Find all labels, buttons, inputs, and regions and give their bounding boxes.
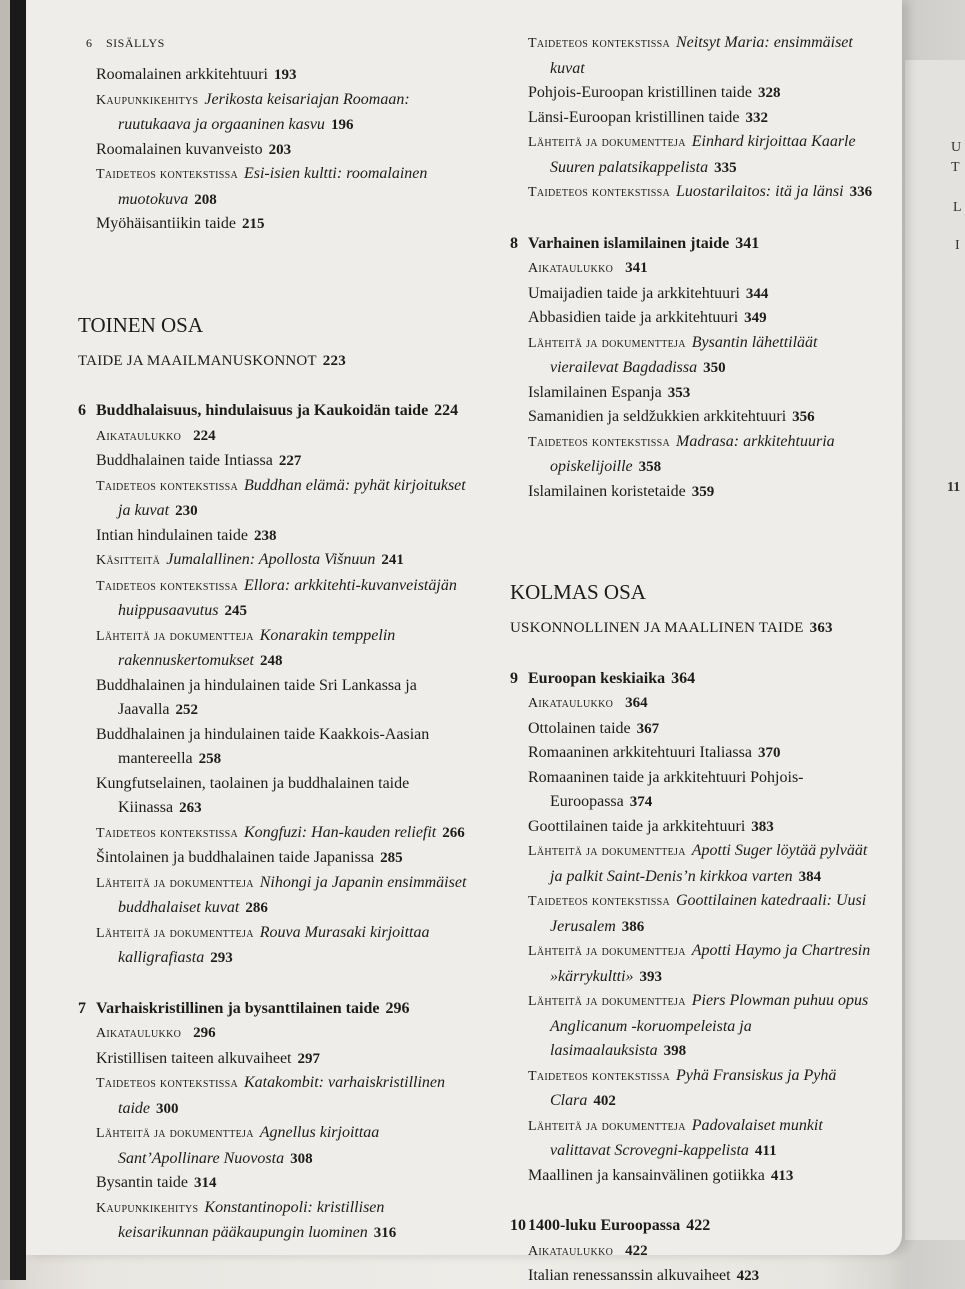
entry-title: TAIDE JA MAAILMANUSKONNOT — [78, 352, 317, 369]
entry-title: Romaaninen arkkitehtuuri Italiassa — [528, 744, 752, 761]
entry-page: 384 — [798, 868, 822, 885]
entry-page: 285 — [380, 850, 403, 866]
chapter-number: 6 — [78, 402, 86, 419]
entry-title: Roomalainen kuvanveisto — [96, 140, 263, 158]
background-edge — [0, 0, 10, 1280]
toc-entry — [510, 306, 880, 331]
entry-title: Goottilainen taide ja arkkitehtuuri — [528, 817, 746, 835]
entry-page: 359 — [691, 483, 715, 500]
entry-category: Aikataulukko — [96, 428, 182, 444]
toc-entry — [510, 1239, 880, 1265]
entry-category: Lähteitä ja dokumentteja — [528, 335, 686, 351]
entry-category: Taideteos kontekstissa — [528, 1068, 670, 1084]
entry-title-italic: Nihongi ja Japanin ensimmäiset buddhalaiset kuvat — [118, 873, 467, 916]
entry-page: 335 — [714, 159, 737, 176]
toc-entry — [78, 424, 478, 450]
entry-title: Kungfutselainen, taolainen ja buddhalainen taide Kiinassa — [96, 774, 410, 816]
toc-entry — [510, 180, 880, 206]
entry-title: Maallinen ja kansainvälinen gotiikka — [528, 1166, 765, 1184]
entry-page: 383 — [751, 818, 774, 835]
entry-page: 297 — [297, 1050, 320, 1067]
entry-category: Aikataulukko — [528, 696, 614, 711]
toc-entry — [510, 815, 880, 840]
entry-page: 266 — [442, 824, 465, 841]
entry-title: Italian renessanssin alkuvaiheet — [528, 1267, 731, 1284]
toc-entry — [510, 480, 880, 505]
entry-title: Samanidien ja seldžukkien arkkitehtuuri — [528, 408, 787, 425]
adjacent-page-fragment: 11 — [947, 480, 961, 495]
entry-title: Islamilainen Espanja — [528, 383, 662, 401]
entry-title-italic: Kongfuzi: Han-kauden reliefit — [243, 823, 437, 841]
toc-entry — [510, 839, 880, 889]
entry-title-italic: Jerikosta keisariajan Roomaan: ruutukaava ja orgaaninen kasvu — [118, 90, 410, 133]
toc-part-heading — [78, 309, 478, 341]
entry-title: Varhainen islamilainen jtaide — [528, 234, 730, 252]
adjacent-page-fragment: I — [955, 238, 960, 253]
entry-title-italic: Katakombit: varhaiskristillinen taide — [118, 1074, 446, 1117]
toc-part-subtitle — [78, 349, 478, 374]
toc-entry — [78, 846, 478, 871]
entry-page: 258 — [198, 751, 222, 767]
entry-category: Lähteitä ja dokumentteja — [528, 994, 686, 1009]
entry-category: Taideteos kontekstissa — [528, 185, 670, 200]
entry-title: 1400-luku Euroopassa — [528, 1217, 681, 1234]
entry-page: 293 — [210, 950, 233, 966]
entry-title: Intian hindulainen taide — [96, 526, 248, 544]
toc-entry — [78, 63, 478, 88]
entry-page: 223 — [322, 352, 346, 369]
toc-entry — [78, 212, 478, 237]
entry-category: Lähteitä ja dokumentteja — [528, 844, 686, 859]
entry-title-italic: Buddhan elämä: pyhät kirjoitukset ja kuvat — [118, 476, 466, 519]
entry-page: 386 — [621, 918, 645, 935]
entry-title: Šintolainen ja buddhalainen taide Japanissa — [96, 849, 375, 866]
entry-page: 350 — [703, 360, 726, 376]
toc-entry — [510, 405, 880, 430]
toc-entry — [78, 138, 478, 163]
toc-entry — [510, 717, 880, 742]
entry-category: Taideteos kontekstissa — [96, 1076, 238, 1091]
entry-page: 196 — [330, 117, 354, 133]
toc-chapter — [510, 1214, 880, 1239]
entry-page: 367 — [636, 720, 660, 737]
toc-entry — [510, 1064, 880, 1114]
toc-part-heading — [510, 576, 880, 608]
entry-page: 413 — [770, 1167, 794, 1184]
entry-page: 296 — [385, 999, 410, 1017]
entry-title: Kristillisen taiteen alkuvaiheet — [96, 1049, 292, 1067]
entry-title-italic: Ellora: arkkitehti-kuvanveistäjän huippusaavutus — [118, 576, 457, 619]
toc-chapter — [78, 399, 478, 424]
adjacent-page-fragment: U — [951, 140, 962, 155]
toc-entry — [78, 723, 478, 772]
entry-title-italic: Pyhä Fransiskus ja Pyhä Clara — [550, 1066, 837, 1109]
entry-title: Buddhalainen taide Intiassa — [96, 452, 273, 469]
entry-page: 364 — [625, 695, 648, 711]
entry-page: 341 — [735, 234, 760, 252]
toc-entry — [510, 939, 880, 989]
entry-page: 252 — [175, 702, 199, 718]
entry-page: 402 — [593, 1093, 616, 1109]
entry-title-italic: Bysantin lähettiläät vierailevat Bagdadissa — [550, 333, 818, 376]
entry-category: Käsitteitä — [96, 553, 161, 568]
toc-entry — [78, 772, 478, 821]
entry-page: 393 — [639, 968, 663, 985]
entry-category: Lähteitä ja dokumentteja — [528, 135, 686, 150]
entry-title: Umaijadien taide ja arkkitehtuuri — [528, 284, 740, 302]
entry-title-italic: Agnellus kirjoittaa Sant’Apollinare Nuovosta — [118, 1124, 380, 1167]
entry-category: Lähteitä ja dokumentteja — [96, 1126, 254, 1141]
entry-title-italic: Piers Plowman puhuu opus Anglicanum -koruompeleista ja lasimaalauksista — [550, 992, 869, 1059]
entry-title: Islamilainen koristetaide — [528, 482, 686, 500]
entry-title: Roomalainen arkkitehtuuri — [96, 66, 268, 83]
entry-title-italic: Apotti Suger löytää pylväät ja palkit Saint-Denis’n kirkkoa varten — [550, 842, 868, 885]
toc-entry — [510, 381, 880, 406]
toc-entry — [78, 1171, 478, 1196]
adjacent-page-fragment: T — [951, 160, 960, 175]
toc-left-column — [78, 63, 478, 1246]
entry-category: Aikataulukko — [528, 261, 614, 276]
toc-entry — [78, 1047, 478, 1072]
entry-title-italic: Luostarilaitos: itä ja länsi — [675, 183, 844, 200]
entry-page: 353 — [667, 384, 691, 401]
entry-title: Ottolainen taide — [528, 719, 631, 737]
entry-title: KOLMAS OSA — [510, 580, 646, 604]
entry-page: 411 — [754, 1143, 777, 1159]
entry-page: 230 — [175, 503, 198, 519]
entry-title: Varhaiskristillinen ja bysanttilainen taide — [96, 999, 380, 1017]
toc-entry — [78, 548, 478, 574]
toc-entry — [510, 889, 880, 939]
toc-entry — [78, 871, 478, 921]
entry-category: Taideteos kontekstissa — [96, 578, 238, 594]
entry-page: 349 — [744, 310, 767, 326]
adjacent-page-fragment: L — [953, 200, 962, 215]
toc-entry — [510, 766, 880, 815]
entry-title-italic: Padovalaiset munkit valittavat Scrovegni-kappelista — [550, 1116, 823, 1159]
toc-entry — [78, 574, 478, 624]
entry-page: 341 — [625, 260, 648, 276]
toc-entry — [510, 130, 880, 180]
toc-entry — [510, 1164, 880, 1189]
entry-title-italic: Goottilainen katedraali: Uusi Jerusalem — [550, 892, 867, 935]
toc-entry — [510, 31, 880, 81]
toc-entry — [510, 430, 880, 480]
entry-category: Taideteos kontekstissa — [528, 36, 670, 51]
entry-page: 208 — [194, 191, 217, 208]
entry-category: Aikataulukko — [528, 1243, 614, 1259]
toc-entry — [78, 624, 478, 674]
toc-entry — [78, 1196, 478, 1246]
entry-page: 336 — [849, 184, 873, 200]
entry-page: 238 — [253, 527, 277, 544]
entry-category: Kaupunkikehitys — [96, 1200, 199, 1216]
entry-page: 370 — [757, 745, 781, 761]
entry-page: 308 — [290, 1150, 313, 1167]
entry-page: 248 — [259, 653, 283, 669]
chapter-number: 7 — [78, 999, 86, 1017]
toc-entry — [78, 524, 478, 549]
toc-chapter — [510, 232, 880, 257]
entry-page: 263 — [179, 800, 202, 816]
entry-title: Euroopan keskiaika — [528, 669, 666, 687]
entry-title: Buddhalaisuus, hindulaisuus ja Kaukoidän taide — [96, 402, 429, 419]
adjacent-page — [905, 60, 965, 1240]
entry-category: Lähteitä ja dokumentteja — [528, 1118, 686, 1134]
toc-chapter — [78, 997, 478, 1022]
entry-page: 286 — [245, 900, 268, 916]
entry-page: 374 — [629, 794, 653, 810]
entry-title: Bysantin taide — [96, 1174, 188, 1191]
entry-page: 224 — [434, 402, 459, 419]
entry-title-italic: Madrasa: arkkitehtuuria opiskelijoille — [550, 432, 835, 475]
entry-category: Taideteos kontekstissa — [96, 167, 238, 182]
entry-page: 224 — [193, 427, 216, 444]
entry-page: 227 — [278, 453, 302, 469]
entry-page: 203 — [268, 141, 292, 158]
toc-part-subtitle — [510, 616, 880, 641]
entry-page: 358 — [638, 459, 662, 475]
toc-entry — [78, 162, 478, 212]
book-spine-edge — [10, 0, 26, 1280]
toc-entry — [510, 256, 880, 282]
toc-entry — [510, 1264, 880, 1289]
entry-title: Länsi-Euroopan kristillinen taide — [528, 108, 740, 126]
entry-title-italic: Konarakin temppelin rakennuskertomukset — [118, 626, 396, 669]
entry-page: 398 — [663, 1043, 687, 1059]
toc-entry — [510, 741, 880, 766]
entry-page: 215 — [241, 216, 265, 232]
entry-title-italic: Einhard kirjoittaa Kaarle Suuren palatsikappelista — [550, 133, 856, 176]
entry-page: 193 — [273, 67, 297, 83]
entry-page: 422 — [686, 1217, 711, 1234]
header-title: SISÄLLYS — [106, 36, 165, 50]
entry-page: 296 — [193, 1025, 216, 1041]
entry-category: Lähteitä ja dokumentteja — [528, 944, 686, 959]
entry-page: 363 — [809, 620, 833, 636]
entry-category: Taideteos kontekstissa — [96, 825, 238, 841]
entry-category: Taideteos kontekstissa — [528, 434, 670, 450]
entry-page: 241 — [381, 552, 404, 568]
page-number: 6 — [86, 36, 93, 50]
toc-right-column — [510, 31, 880, 1289]
toc-entry — [78, 449, 478, 474]
toc-entry — [78, 88, 478, 138]
entry-page: 316 — [373, 1225, 397, 1241]
entry-title: Pohjois-Euroopan kristillinen taide — [528, 84, 752, 101]
entry-title: Myöhäisantiikin taide — [96, 215, 236, 232]
entry-title: TOINEN OSA — [78, 312, 204, 337]
entry-title: Romaaninen taide ja arkkitehtuuri Pohjois-Euroopassa — [528, 768, 804, 810]
entry-page: 422 — [625, 1242, 648, 1259]
entry-category: Aikataulukko — [96, 1026, 182, 1041]
toc-entry — [510, 331, 880, 381]
entry-page: 344 — [745, 285, 769, 302]
entry-title: USKONNOLLINEN JA MAALLINEN TAIDE — [510, 620, 804, 636]
toc-entry — [510, 1114, 880, 1164]
running-header — [86, 36, 165, 51]
entry-page: 332 — [745, 109, 768, 126]
toc-chapter — [510, 667, 880, 692]
toc-entry — [78, 1121, 478, 1171]
toc-entry — [510, 989, 880, 1064]
toc-entry — [78, 821, 478, 847]
chapter-number: 9 — [510, 669, 518, 687]
entry-category: Lähteitä ja dokumentteja — [96, 875, 254, 891]
entry-category: Lähteitä ja dokumentteja — [96, 925, 254, 941]
entry-page: 356 — [792, 409, 815, 425]
toc-entry — [510, 81, 880, 106]
entry-category: Taideteos kontekstissa — [528, 894, 670, 909]
entry-category: Taideteos kontekstissa — [96, 478, 238, 494]
entry-page: 423 — [736, 1268, 760, 1284]
toc-entry — [510, 691, 880, 717]
toc-entry — [78, 1021, 478, 1047]
toc-entry — [78, 474, 478, 524]
toc-entry — [78, 674, 478, 723]
entry-title-italic: Jumalallinen: Apollosta Višnuun — [166, 551, 376, 568]
entry-title-italic: Neitsyt Maria: ensimmäiset kuvat — [550, 34, 853, 77]
toc-entry — [78, 921, 478, 971]
entry-title: Abbasidien taide ja arkkitehtuuri — [528, 309, 739, 326]
toc-entry — [510, 106, 880, 131]
entry-page: 364 — [671, 669, 696, 687]
entry-title-italic: Konstantinopoli: kristillisen keisarikunnan pääkaupungin luominen — [118, 1198, 385, 1241]
chapter-number: 8 — [510, 234, 518, 252]
entry-title-italic: Rouva Murasaki kirjoittaa kalligrafiasta — [118, 923, 430, 966]
entry-page: 328 — [757, 85, 781, 101]
toc-entry — [78, 1071, 478, 1121]
entry-title: Buddhalainen ja hindulainen taide Kaakkois-Aasian mantereella — [96, 725, 430, 767]
entry-page: 300 — [156, 1100, 179, 1117]
entry-title-italic: Apotti Haymo ja Chartresin »kärrykultti» — [550, 942, 871, 985]
entry-title: Buddhalainen ja hindulainen taide Sri Lankassa ja Jaavalla — [96, 676, 417, 718]
toc-entry — [510, 282, 880, 307]
entry-title-italic: Esi-isien kultti: roomalainen muotokuva — [118, 165, 428, 208]
chapter-number: 10 — [510, 1217, 526, 1234]
entry-page: 245 — [224, 603, 247, 619]
entry-category: Lähteitä ja dokumentteja — [96, 628, 254, 644]
entry-page: 314 — [193, 1175, 217, 1191]
entry-category: Kaupunkikehitys — [96, 92, 199, 108]
